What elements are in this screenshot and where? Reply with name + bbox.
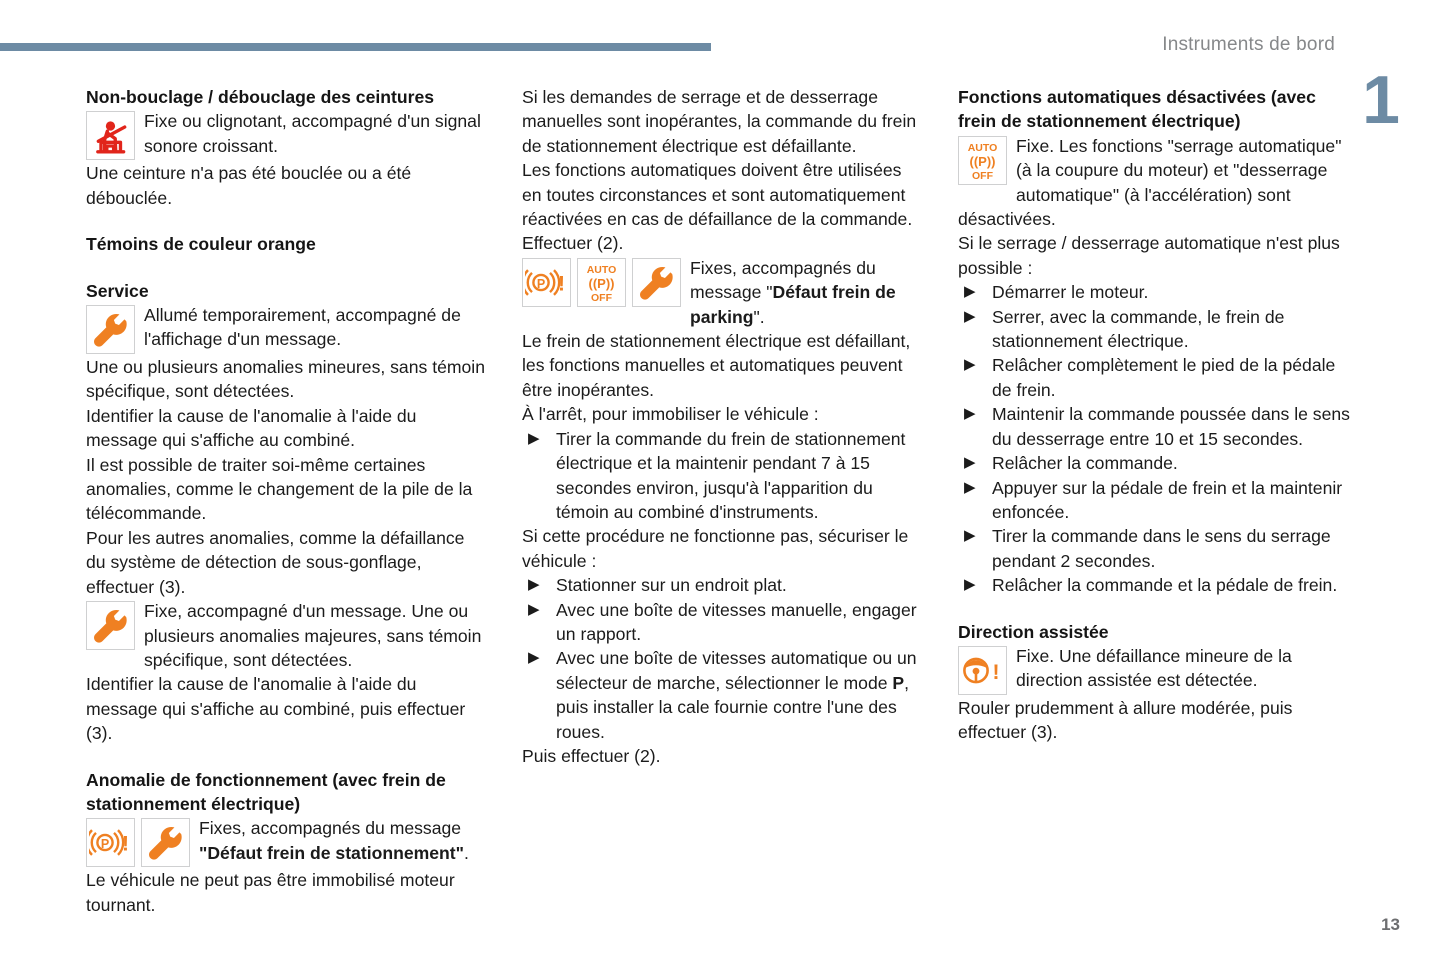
svg-text:((P)): ((P)) [969,153,996,169]
instruction-bullet-text: Serrer, avec la commande, le frein de stationnement électrique. [992,306,1285,352]
instruction-bullet [958,402,1357,451]
instruction-bullet [958,451,1357,475]
body-paragraph: Puis effectuer (2). [522,745,661,766]
seatbelt-icon [86,111,135,160]
page-header-title: Instruments de bord [1162,34,1335,55]
svg-text:AUTO: AUTO [586,263,617,276]
section-heading: Anomalie de fonctionnement (avec frein de stationnement électrique) [86,769,446,814]
telltale-description-block [86,303,485,355]
instruction-bullet [958,573,1357,597]
instruction-bullet [522,573,921,597]
triangle-bullet-icon: ▶ [964,454,976,472]
page-number: 13 [1381,915,1400,934]
section-heading: Non-bouclage / débouclage des ceintures [86,87,435,107]
body-paragraph: À l'arrêt, pour immobiliser le véhicule : [522,404,819,425]
body-paragraph: Si les demandes de serrage et de desserrage manuelles sont inopérantes, la commande du frein de stationnement électrique est défaillante. [522,87,917,156]
instruction-bullet [958,524,1357,573]
wrench-icon [86,305,135,354]
body-paragraph: Il est possible de traiter soi-même certaines anomalies, comme le changement de la pile de la télécommande. [86,454,473,524]
triangle-bullet-icon: ▶ [964,405,976,423]
wrench-icon [141,818,190,867]
svg-text:OFF: OFF [972,169,993,182]
instruction-bullet [522,427,921,525]
body-paragraph: Identifier la cause de l'anomalie à l'aide du message qui s'affiche au combiné. [86,405,417,451]
triangle-bullet-icon: ▶ [528,600,540,618]
triangle-bullet-icon: ▶ [964,356,976,374]
wrench-icon [632,258,681,307]
instruction-bullet-text: Relâcher la commande. [992,453,1178,474]
instruction-bullet-text: Maintenir la commande poussée dans le sens du desserrage entre 10 et 15 secondes. [992,404,1350,449]
instruction-bullet [522,598,921,647]
section-heading: Témoins de couleur orange [86,234,316,255]
instruction-bullet-text: Démarrer le moteur. [992,282,1149,303]
instruction-bullet-text: Avec une boîte de vitesses manuelle, engager un rapport. [556,599,917,644]
instruction-bullet: ▶ Avec une boîte de vitesses automatique ou un sélecteur de marche, sélectionner le mode P, puis installer la cale fournie contre l'une des roues. [528,648,917,742]
content-columns [86,85,1358,917]
telltale-description: Fixe. Les fonctions "serrage automatique" (à la coupure du moteur) et "desserrage automatique" (à l'accélération) sont désactivées. [958,135,1342,230]
body-paragraph: Une ceinture n'a pas été bouclée ou a été débouclée. [86,163,412,208]
triangle-bullet-icon: ▶ [528,576,540,594]
body-paragraph: Le frein de stationnement électrique est défaillant, les fonctions manuelles et automatiques peuvent être inopérantes. [522,331,911,400]
telltale-description-block [958,644,1357,696]
section-heading: Direction assistée [958,621,1109,642]
body-paragraph: Si cette procédure ne fonctionne pas, sécuriser le véhicule : [522,526,909,571]
triangle-bullet-icon: ▶ [964,576,976,594]
body-paragraph: Si le serrage / desserrage automatique n'est plus possible : [958,233,1340,278]
telltale-icon-group [522,258,681,307]
wrench-icon [86,601,135,650]
column-right [958,85,1357,917]
telltale-description-block [86,109,485,161]
power-steering-icon [958,646,1007,695]
instruction-bullet-text: Relâcher complètement le pied de la pédale de frein. [992,355,1336,400]
telltale-description-block [958,134,1357,232]
telltale-icon-group [86,305,135,354]
triangle-bullet-icon: ▶ [964,478,976,496]
svg-text:((P)): ((P)) [588,275,615,291]
instruction-bullet [958,305,1357,354]
instruction-bullet-text: Stationner sur un endroit plat. [556,575,787,596]
body-paragraph: Pour les autres anomalies, comme la défaillance du système de détection de sous-gonflage, effectuer (3). [86,527,465,597]
body-paragraph: Le véhicule ne peut pas être immobilisé moteur tournant. [86,870,455,915]
telltale-description-block [522,256,921,329]
auto-p-off-icon [958,136,1007,185]
body-paragraph: Une ou plusieurs anomalies mineures, sans témoin spécifique, sont détectées. [86,357,485,402]
telltale-icon-group [958,136,1007,185]
instruction-bullet [958,353,1357,402]
svg-text:OFF: OFF [591,291,612,304]
triangle-bullet-icon: ▶ [528,649,540,667]
telltale-description: Fixe, accompagné d'un message. Une ou plusieurs anomalies majeures, sans témoin spécifique, sont détectées. [144,601,482,670]
parking-brake-fault-icon [86,818,135,867]
body-paragraph: Identifier la cause de l'anomalie à l'aide du message qui s'affiche au combiné, puis effectuer (3). [86,674,466,744]
telltale-icon-group [958,646,1007,695]
telltale-description-block [86,599,485,672]
svg-text:AUTO: AUTO [967,141,998,154]
section-heading: Fonctions automatiques désactivées (avec frein de stationnement électrique) [958,87,1316,132]
instruction-bullet-text: Tirer la commande du frein de stationnement électrique et la maintenir pendant 7 à 15 secondes environ, jusqu'à l'apparition du témoin au combiné d'instruments. [556,428,906,522]
body-paragraph: Rouler prudemment à allure modérée, puis effectuer (3). [958,697,1293,743]
telltale-description: Fixe ou clignotant, accompagné d'un signal sonore croissant. [144,111,481,156]
telltale-icon-group [86,111,135,160]
telltale-description-block [86,816,485,868]
telltale-icon-group [86,818,190,867]
triangle-bullet-icon: ▶ [528,429,540,447]
instruction-bullet [958,476,1357,525]
telltale-icon-group [86,601,135,650]
column-middle [522,85,921,917]
instruction-bullet [958,280,1357,304]
triangle-bullet-icon: ▶ [964,307,976,325]
instruction-bullet-text: Relâcher la commande et la pédale de frein. [992,575,1338,596]
header-accent-rule [0,43,711,51]
body-paragraph: Les fonctions automatiques doivent être utilisées en toutes circonstances et sont automatiquement réactivées en cas de défaillance de la commande. [522,160,913,230]
telltale-description: Fixes, accompagnés du message "Défaut frein de parking". [690,257,896,327]
section-heading: Service [86,280,149,301]
telltale-description: Fixes, accompagnés du message "Défaut frein de stationnement". [199,818,469,863]
triangle-bullet-icon: ▶ [964,283,976,301]
body-paragraph: Effectuer (2). [522,233,624,254]
auto-p-off-icon [577,258,626,307]
triangle-bullet-icon: ▶ [964,527,976,545]
instruction-bullet-text: Appuyer sur la pédale de frein et la maintenir enfoncée. [992,477,1343,522]
parking-brake-fault-icon [522,258,571,307]
column-left [86,85,485,917]
telltale-description: Fixe. Une défaillance mineure de la direction assistée est détectée. [1016,645,1292,691]
telltale-description: Allumé temporairement, accompagné de l'affichage d'un message. [144,305,461,350]
instruction-bullet-text: Tirer la commande dans le sens du serrage pendant 2 secondes. [992,526,1331,571]
chapter-number-badge: 1 [1362,62,1400,138]
